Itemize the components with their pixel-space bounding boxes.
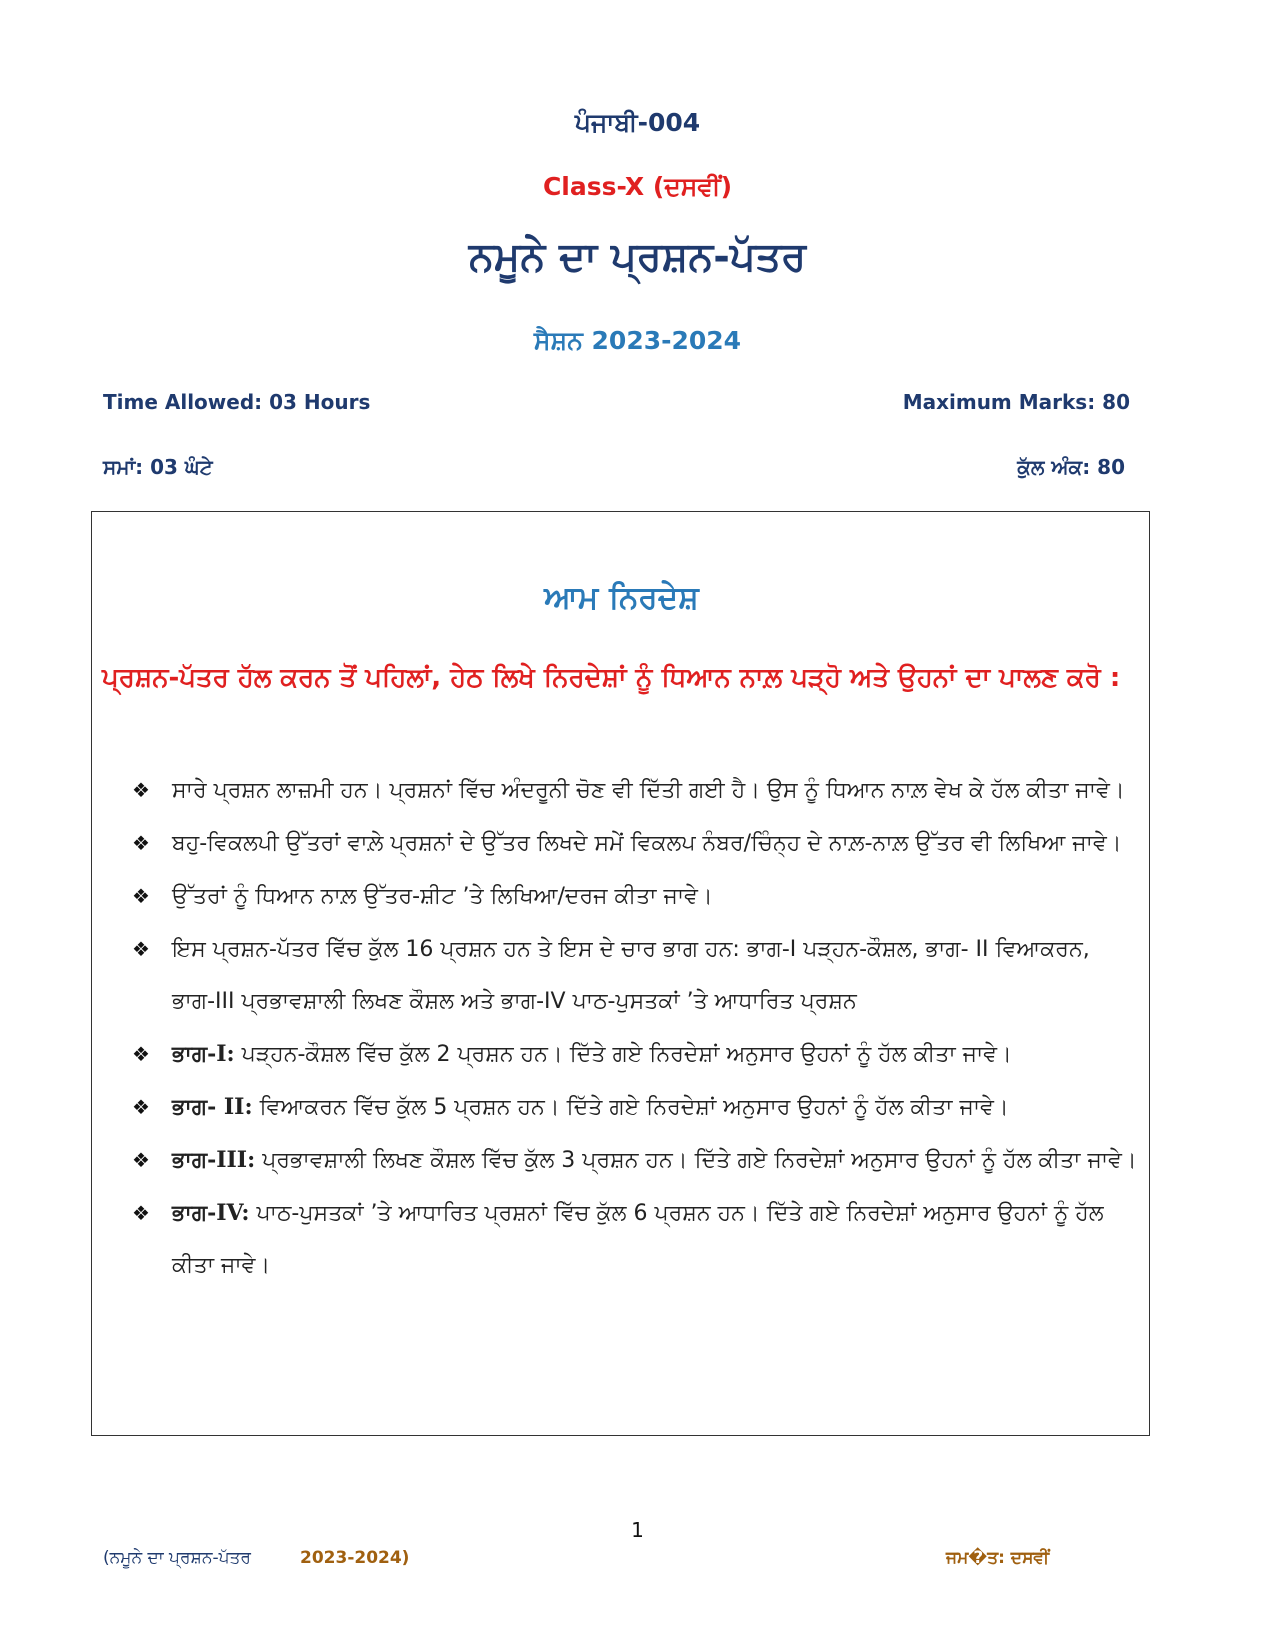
- time-allowed-en: Time Allowed: 03 Hours: [103, 390, 371, 414]
- list-item: [132, 1134, 1137, 1187]
- diamond-bullet-icon: ❖: [132, 1042, 150, 1066]
- item-text: ਉੱਤਰਾਂ ਨੂੰ ਧਿਆਨ ਨਾਲ਼ ਉੱਤਰ-ਸ਼ੀਟ ’ਤੇ ਲਿਖਿਆ/ਦਰਜ ਕੀਤਾ ਜਾਵੇ।: [172, 884, 713, 909]
- class-label: Class-X (ਦਸਵੀਂ): [542, 172, 733, 201]
- time-allowed-pa: ਸਮਾਂ: 03 ਘੰਟੇ: [103, 455, 213, 479]
- instructions-heading: ਆਮ ਨਿਰਦੇਸ਼: [544, 580, 699, 616]
- diamond-bullet-icon: ❖: [132, 831, 150, 855]
- list-item: [132, 1081, 1137, 1134]
- max-marks-pa: ਕੁੱਲ ਅੰਕ: 80: [1017, 455, 1125, 479]
- item-text: ਸਾਰੇ ਪ੍ਰਸ਼ਨ ਲਾਜ਼ਮੀ ਹਨ। ਪ੍ਰਸ਼ਨਾਂ ਵਿੱਚ ਅੰਦਰੂਨੀ ਚੋਣ ਵੀ ਦਿੱਤੀ ਗਈ ਹੈ। ਉਸ ਨੂੰ ਧਿਆਨ ਨਾਲ਼ ਵੇਖ ਕੇ ਹੱਲ ਕੀਤਾ ਜਾਵੇ।: [172, 778, 1125, 803]
- item-text: ਬਹੁ-ਵਿਕਲਪੀ ਉੱਤਰਾਂ ਵਾਲ਼ੇ ਪ੍ਰਸ਼ਨਾਂ ਦੇ ਉੱਤਰ ਲਿਖਦੇ ਸਮੇਂ ਵਿਕਲਪ ਨੰਬਰ/ਚਿੰਨ੍ਹ ਦੇ ਨਾਲ਼-ਨਾਲ਼ ਉੱਤਰ ਵੀ ਲਿਖਿਆ ਜਾਵੇ।: [172, 831, 1122, 856]
- page-number: 1: [631, 1518, 644, 1542]
- list-item: [132, 870, 1137, 923]
- footer-title: (ਨਮੂਨੇ ਦਾ ਪ੍ਰਸ਼ਨ-ਪੱਤਰ: [103, 1548, 251, 1568]
- footer-class: ਜਮ�ਤ: ਦਸਵੀਂ: [946, 1548, 1050, 1568]
- diamond-bullet-icon: ❖: [132, 1095, 150, 1119]
- item-text: ਇਸ ਪ੍ਰਸ਼ਨ-ਪੱਤਰ ਵਿੱਚ ਕੁੱਲ 16 ਪ੍ਰਸ਼ਨ ਹਨ ਤੇ ਇਸ ਦੇ ਚਾਰ ਭਾਗ ਹਨ: ਭਾਗ-I ਪੜ੍ਹਨ-ਕੌਸ਼ਲ, ਭਾਗ- II ਵਿਆਕਰਨ, ਭਾਗ-III ਪ੍ਰਭਾਵਸ਼ਾਲੀ ਲਿਖਣ ਕੌਸ਼ਲ ਅਤੇ ਭਾਗ-IV ਪਾਠ-ਪੁਸਤਕਾਂ ’ਤੇ ਆਧਾਰਿਤ ਪ੍ਰਸ਼ਨ: [172, 937, 1090, 1014]
- list-item: [132, 923, 1137, 1028]
- diamond-bullet-icon: ❖: [132, 778, 150, 802]
- list-item: [132, 764, 1137, 817]
- list-item: [132, 1187, 1137, 1292]
- item-text: ਪਾਠ-ਪੁਸਤਕਾਂ ’ਤੇ ਆਧਾਰਿਤ ਪ੍ਰਸ਼ਨਾਂ ਵਿੱਚ ਕੁੱਲ 6 ਪ੍ਰਸ਼ਨ ਹਨ। ਦਿੱਤੇ ਗਏ ਨਿਰਦੇਸ਼ਾਂ ਅਨੁਸਾਰ ਉਹਨਾਂ ਨੂੰ ਹੱਲ ਕੀਤਾ ਜਾਵੇ।: [172, 1201, 1104, 1278]
- item-text: ਪ੍ਰਭਾਵਸ਼ਾਲੀ ਲਿਖਣ ਕੌਸ਼ਲ ਵਿੱਚ ਕੁੱਲ 3 ਪ੍ਰਸ਼ਨ ਹਨ। ਦਿੱਤੇ ਗਏ ਨਿਰਦੇਸ਼ਾਂ ਅਨੁਸਾਰ ਉਹਨਾਂ ਨੂੰ ਹੱਲ ਕੀਤਾ ਜਾਵੇ।: [255, 1148, 1137, 1173]
- max-marks-en: Maximum Marks: 80: [902, 390, 1130, 414]
- item-label: ਭਾਗ-IV:: [172, 1200, 250, 1226]
- diamond-bullet-icon: ❖: [132, 884, 150, 908]
- instructions-box: [91, 511, 1150, 1436]
- diamond-bullet-icon: ❖: [132, 1201, 150, 1225]
- instructions-intro: ਪ੍ਰਸ਼ਨ-ਪੱਤਰ ਹੱਲ ਕਰਨ ਤੋਂ ਪਹਿਲਾਂ, ਹੇਠ ਲਿਖੇ ਨਿਰਦੇਸ਼ਾਂ ਨੂੰ ਧਿਆਨ ਨਾਲ਼ ਪੜ੍ਹੋ ਅਤੇ ਉਹਨਾਂ ਦਾ ਪਾਲਣ ਕਰੋ :: [102, 663, 1121, 693]
- footer-year: 2023-2024): [300, 1548, 410, 1568]
- page-title: ਨਮੂਨੇ ਦਾ ਪ੍ਰਸ਼ਨ-ਪੱਤਰ: [468, 234, 807, 280]
- item-text: ਵਿਆਕਰਨ ਵਿੱਚ ਕੁੱਲ 5 ਪ੍ਰਸ਼ਨ ਹਨ। ਦਿੱਤੇ ਗਏ ਨਿਰਦੇਸ਼ਾਂ ਅਨੁਸਾਰ ਉਹਨਾਂ ਨੂੰ ਹੱਲ ਕੀਤਾ ਜਾਵੇ।: [252, 1095, 1009, 1120]
- item-label: ਭਾਗ- II:: [172, 1094, 253, 1120]
- instructions-list: [132, 764, 1137, 1292]
- list-item: [132, 1028, 1137, 1081]
- item-text: ਪੜ੍ਹਨ-ਕੌਸ਼ਲ ਵਿੱਚ ਕੁੱਲ 2 ਪ੍ਰਸ਼ਨ ਹਨ। ਦਿੱਤੇ ਗਏ ਨਿਰਦੇਸ਼ਾਂ ਅਨੁਸਾਰ ਉਹਨਾਂ ਨੂੰ ਹੱਲ ਕੀਤਾ ਜਾਵੇ।: [234, 1042, 1012, 1067]
- item-label: ਭਾਗ-I:: [172, 1041, 235, 1067]
- diamond-bullet-icon: ❖: [132, 937, 150, 961]
- item-label: ਭਾਗ-III:: [172, 1147, 256, 1173]
- session-label: ਸੈਸ਼ਨ 2023-2024: [533, 326, 742, 355]
- list-item: [132, 817, 1137, 870]
- subject-code: ਪੰਜਾਬੀ-004: [574, 108, 701, 137]
- diamond-bullet-icon: ❖: [132, 1148, 150, 1172]
